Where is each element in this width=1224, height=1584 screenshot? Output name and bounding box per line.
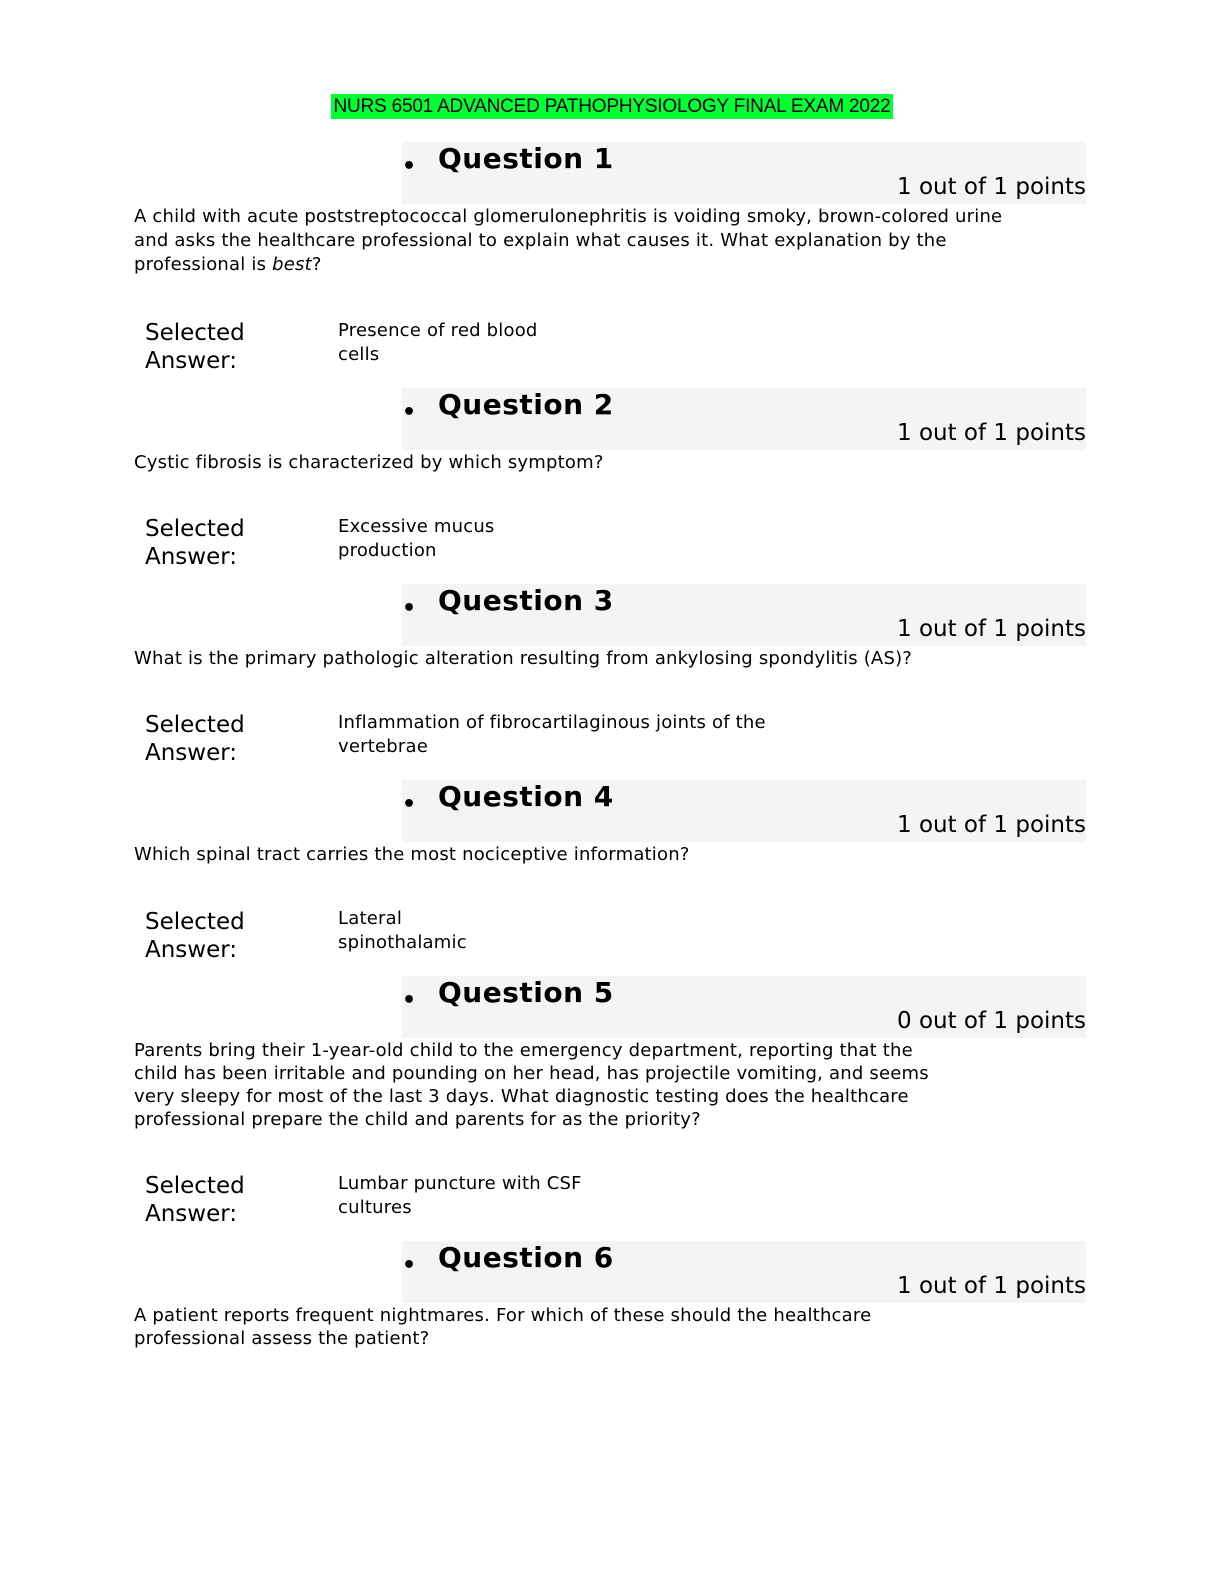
answer-line1: Lateral (338, 908, 403, 929)
selected-label-line1: Selected (145, 712, 245, 738)
question-1-text-emphasis: best (272, 254, 312, 275)
question-4-title: Question 4 (438, 780, 614, 813)
question-5-text-line1: Parents bring their 1-year-old child to the emergency department, reporting that the (134, 1040, 913, 1061)
question-4-header (402, 780, 1086, 842)
question-3-points: 1 out of 1 points (897, 616, 1086, 642)
bullet-icon: • (402, 988, 417, 1013)
question-5-text (134, 1039, 1014, 1131)
question-5-title: Question 5 (438, 976, 614, 1009)
selected-label-line2: Answer: (145, 544, 238, 570)
question-1-text-main: A child with acute poststreptococcal glomerulonephritis is voiding smoky, brown-colored urine and asks the healthcare professional to explain what causes it. What explanation by the professional is (134, 206, 1003, 275)
selected-label-line2: Answer: (145, 348, 238, 374)
selected-label-line2: Answer: (145, 740, 238, 766)
question-4-points: 1 out of 1 points (897, 812, 1086, 838)
question-5-text-line3: very sleepy for most of the last 3 days. What diagnostic testing does the healthcare (134, 1086, 909, 1107)
question-3-text: What is the primary pathologic alteration resulting from ankylosing spondylitis (AS)? (134, 648, 913, 669)
answer-line2: cells (338, 344, 380, 365)
bullet-icon: • (402, 400, 417, 425)
answer-line1: Excessive mucus (338, 516, 495, 537)
question-3-title: Question 3 (438, 584, 614, 617)
question-6-header (402, 1241, 1086, 1303)
selected-label-line2: Answer: (145, 1201, 238, 1227)
selected-label-line1: Selected (145, 516, 245, 542)
question-5-header (402, 976, 1086, 1038)
answer-line1: Lumbar puncture with CSF (338, 1173, 582, 1194)
question-4-text: Which spinal tract carries the most nociceptive information? (134, 844, 690, 865)
question-2-title: Question 2 (438, 388, 614, 421)
question-5-text-line2: child has been irritable and pounding on her head, has projectile vomiting, and seems (134, 1063, 929, 1084)
question-2-points: 1 out of 1 points (897, 420, 1086, 446)
question-3-header (402, 584, 1086, 646)
question-6-text-line2: professional assess the patient? (134, 1328, 430, 1349)
answer-line2: spinothalamic (338, 932, 467, 953)
question-6-title: Question 6 (438, 1241, 614, 1274)
selected-label-line1: Selected (145, 909, 245, 935)
question-5-text-line4: professional prepare the child and parents for as the priority? (134, 1109, 701, 1130)
question-2-header (402, 388, 1086, 450)
question-3-selected-answer (338, 711, 818, 759)
question-2-selected-label (145, 515, 295, 571)
exam-title-line (0, 96, 1224, 118)
question-6-points: 1 out of 1 points (897, 1273, 1086, 1299)
question-2-selected-answer (338, 515, 818, 563)
bullet-icon: • (402, 596, 417, 621)
answer-line2: vertebrae (338, 736, 428, 757)
question-5-selected-answer (338, 1172, 818, 1220)
question-4-selected-label (145, 908, 295, 964)
question-5-selected-label (145, 1172, 295, 1228)
question-1-title: Question 1 (438, 142, 614, 175)
question-4-selected-answer (338, 907, 818, 955)
question-1-selected-label (145, 319, 295, 375)
bullet-icon: • (402, 154, 417, 179)
selected-label-line2: Answer: (145, 937, 238, 963)
question-1-header (402, 142, 1086, 204)
bullet-icon: • (402, 792, 417, 817)
question-5-points: 0 out of 1 points (897, 1008, 1086, 1034)
answer-line1: Presence of red blood (338, 320, 538, 341)
bullet-icon: • (402, 1253, 417, 1278)
question-3-selected-label (145, 711, 295, 767)
question-1-selected-answer (338, 319, 818, 367)
selected-label-line1: Selected (145, 1173, 245, 1199)
answer-line2: cultures (338, 1197, 412, 1218)
question-6-text-line1: A patient reports frequent nightmares. For which of these should the healthcare (134, 1305, 872, 1326)
question-1-text (134, 205, 1014, 277)
exam-title: NURS 6501 ADVANCED PATHOPHYSIOLOGY FINAL EXAM 2022 (333, 96, 891, 117)
question-2-text: Cystic fibrosis is characterized by which symptom? (134, 452, 604, 473)
question-6-text (134, 1304, 1014, 1350)
question-1-points: 1 out of 1 points (897, 174, 1086, 200)
answer-line2: production (338, 540, 437, 561)
answer-line1: Inflammation of fibrocartilaginous joints of the (338, 712, 766, 733)
question-1-text-end: ? (311, 254, 322, 275)
selected-label-line1: Selected (145, 320, 245, 346)
